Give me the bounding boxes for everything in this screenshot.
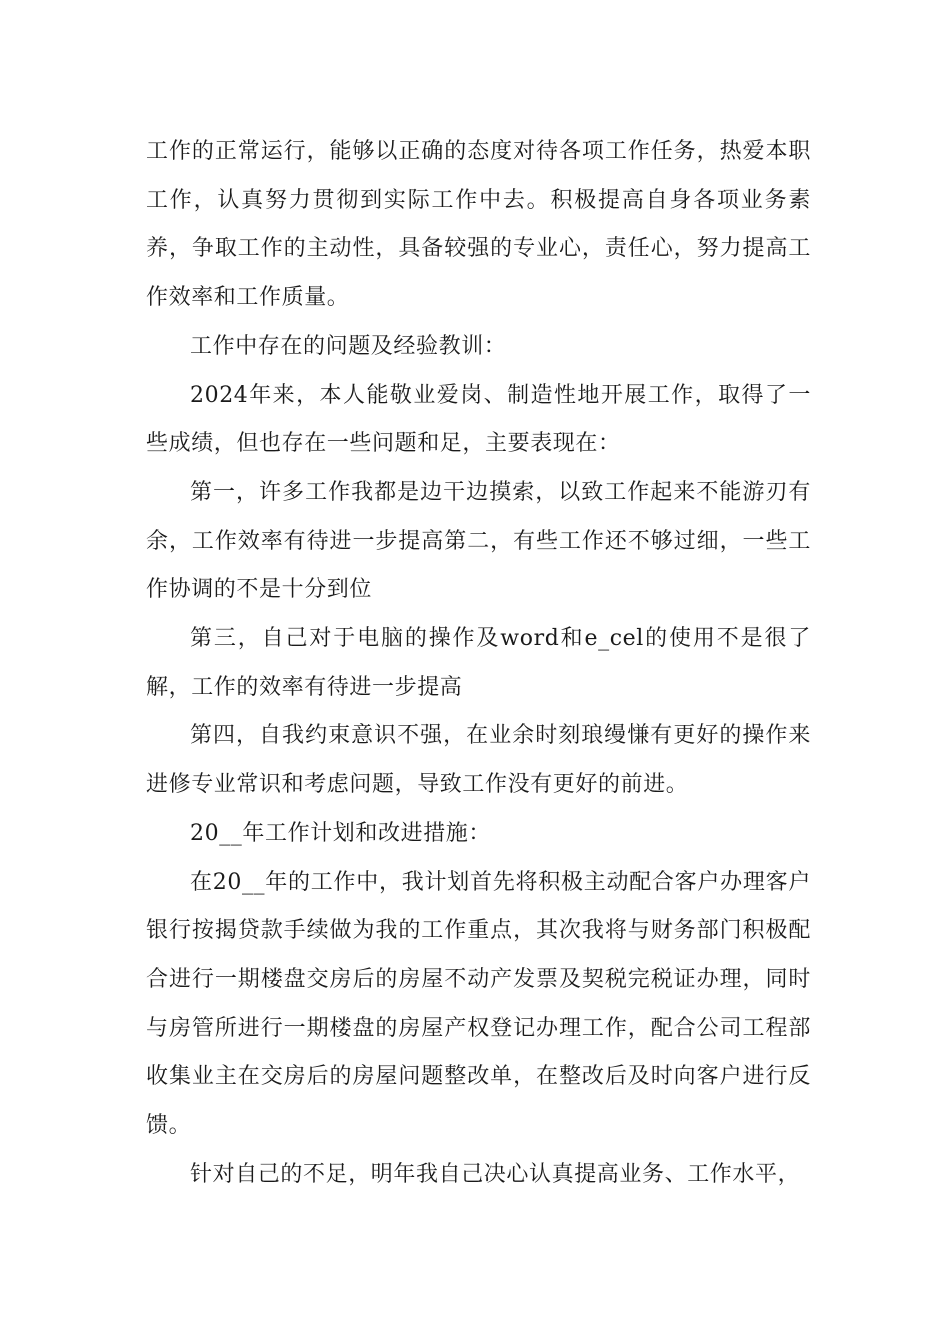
paragraph-7: 20__年工作计划和改进措施： bbox=[190, 820, 491, 846]
paragraph-2: 工作中存在的问题及经验教训： bbox=[190, 333, 507, 359]
paragraph-4: 第一，许多工作我都是边干边摸索，以致工作起来不能游刃有余，工作效率有待进一步提高第二，有些工作还不够过细，一些工作协调的不是十分到位 bbox=[146, 479, 811, 603]
paragraph-1: 工作的正常运行，能够以正确的态度对待各项工作任务，热爱本职工作，认真努力贯彻到实际工作中去。积极提高自身各项业务素养，争取工作的主动性，具备较强的专业心，责任心，努力提高工作效率和工作质量。 bbox=[146, 139, 811, 311]
paragraph-3: 2024年来，本人能敬业爱岗、制造性地开展工作，取得了一些成绩，但也存在一些问题和足，主要表现在： bbox=[146, 382, 811, 457]
paragraph-9: 针对自己的不足，明年我自己决心认真提高业务、工作水平， bbox=[190, 1161, 801, 1187]
paragraph-6: 第四，自我约束意识不强，在业余时刻琅缦慊有更好的操作来进修专业常识和考虑问题，导致工作没有更好的前进。 bbox=[146, 723, 811, 798]
paragraph-8: 在20__年的工作中，我计划首先将积极主动配合客户办理客户银行按揭贷款手续做为我的工作重点，其次我将与财务部门积极配合进行一期楼盘交房后的房屋不动产发票及契税完税证办理，同时与房管所进行一期楼盘的房屋产权登记办理工作，配合公司工程部收集业主在交房后的房屋问题整改单，在整改后及时向客户进行反馈。 bbox=[146, 869, 811, 1139]
paragraph-5: 第三，自己对于电脑的操作及word和e_cel的使用不是很了解，工作的效率有待进一步提高 bbox=[146, 626, 811, 700]
document-body bbox=[146, 128, 811, 1199]
